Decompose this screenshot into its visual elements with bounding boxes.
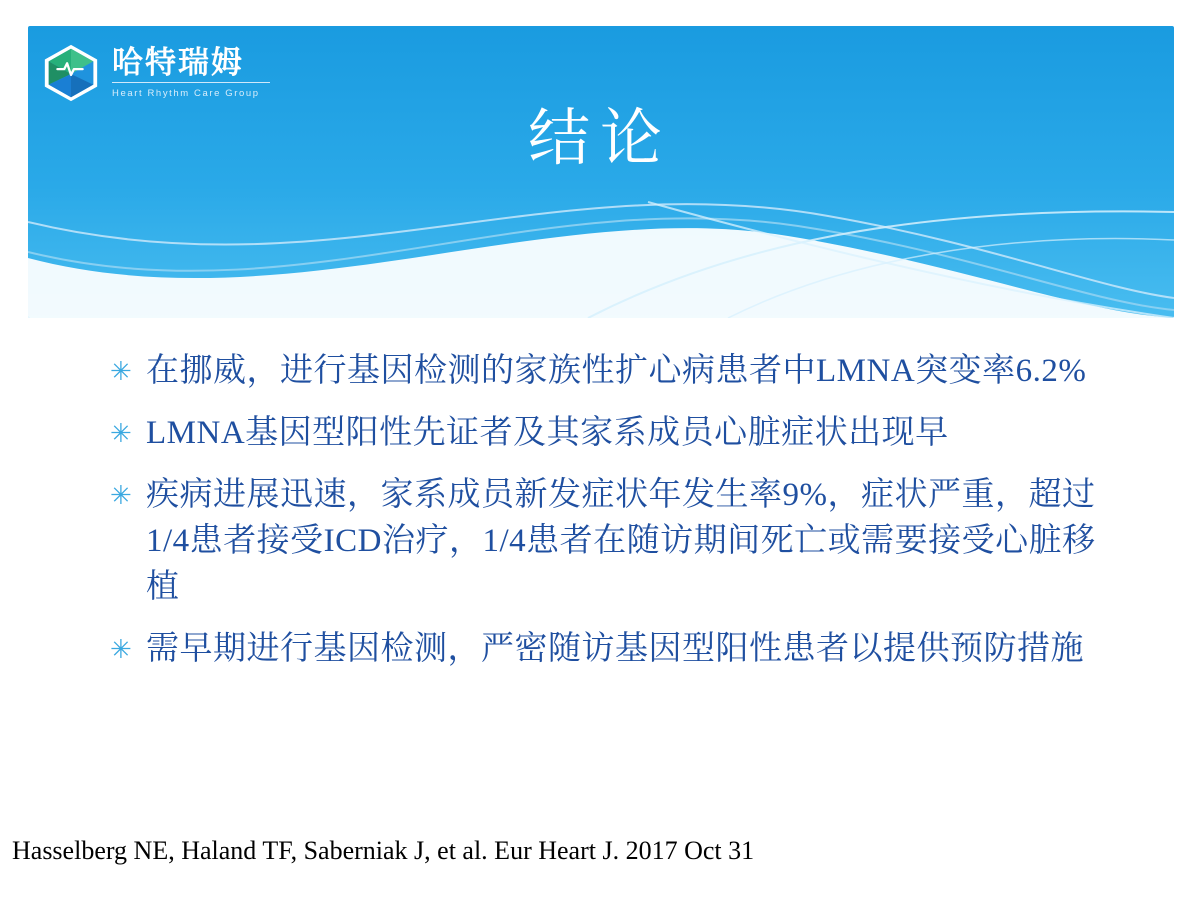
bullet-marker-icon: ✳ xyxy=(110,418,132,448)
bullet-marker-icon: ✳ xyxy=(110,480,132,510)
bullet-list xyxy=(110,348,1120,688)
list-item xyxy=(110,348,1120,394)
logo-divider xyxy=(112,82,270,83)
list-item-text: 在挪威，进行基因检测的家族性扩心病患者中LMNA突变率6.2% xyxy=(146,353,1087,389)
page-title: 结论 xyxy=(527,105,672,173)
reference-citation: Hasselberg NE, Haland TF, Saberniak J, et al. Eur Heart J. 2017 Oct 31 xyxy=(12,836,755,865)
list-item-text: 疾病进展迅速，家系成员新发症状年发生率9%，症状严重，超过1/4患者接受ICD治疗，1/4患者在随访期间死亡或需要接受心脏移植 xyxy=(146,477,1096,605)
list-item-text: 需早期进行基因检测，严密随访基因型阳性患者以提供预防措施 xyxy=(146,631,1084,667)
bullet-marker-icon: ✳ xyxy=(110,356,132,386)
list-item xyxy=(110,626,1120,672)
logo-name-cn: 哈特瑞姆 xyxy=(112,45,244,81)
list-item-text: LMNA基因型阳性先证者及其家系成员心脏症状出现早 xyxy=(146,415,949,451)
bullet-marker-icon: ✳ xyxy=(110,634,132,664)
list-item xyxy=(110,472,1120,610)
list-item xyxy=(110,410,1120,456)
logo-name-en: Heart Rhythm Care Group xyxy=(112,88,260,100)
